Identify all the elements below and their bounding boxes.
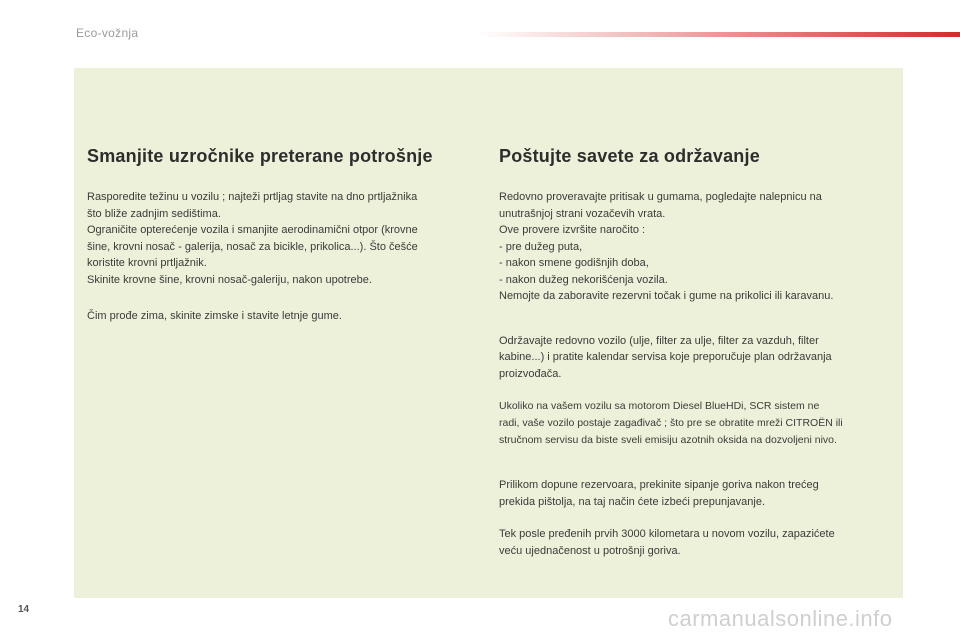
watermark: carmanualsonline.info	[668, 606, 893, 631]
left-column	[87, 146, 477, 325]
left-paragraph-tires: Čim prođe zima, skinite zimske i stavite letnje gume.	[87, 310, 342, 322]
right-paragraph-tire-pressure: Redovno proveravajte pritisak u gumama, pogledajte nalepnicu na unutrašnjoj strani vozačevih vrata. Ove provere izvršite naročito : - pre dužeg puta, - nakon smene godišnjih doba, - nakon dužeg nekorišćenja vozila. Nemojte da zaboravite rezervni točak i gume na prikolici ili karavanu.	[499, 191, 834, 302]
right-paragraph-scr: Ukoliko na vašem vozilu sa motorom Diesel BlueHDi, SCR sistem ne radi, vaše vozilo postaje zagađivač ; što pre se obratite mreži CITROËN ili stručnom servisu da biste sveli emisiju azotnih oksida na dozvoljeni nivo.	[499, 400, 843, 446]
page-number: 14	[18, 604, 30, 615]
left-paragraph-weight: Rasporedite težinu u vozilu ; najteži prtljag stavite na dno prtljažnika što bliže zadnjim sedištima. Ograničite opterećenje vozila i smanjite aerodinamični otpor (krovne šine, krovni nosač - galerija, nosač za bicikle, prikolica...). Što češće koristite krovni prtljažnik. Skinite krovne šine, krovni nosač-galeriju, nakon upotrebe.	[87, 191, 418, 286]
right-paragraph-maintenance: Održavajte redovno vozilo (ulje, filter za ulje, filter za vazduh, filter kabine...) i pratite kalendar servisa koje preporučuje plan održavanja proizvođača.	[499, 334, 832, 380]
content-panel	[74, 68, 903, 598]
right-heading: Poštujte savete za održavanje	[499, 146, 760, 166]
right-paragraph-refuel: Prilikom dopune rezervoara, prekinite sipanje goriva nakon trećeg prekida pištolja, na taj način ćete izbeći prepunjavanje.	[499, 479, 819, 508]
right-paragraph-break-in: Tek posle pređenih prvih 3000 kilometara u novom vozilu, zapazićete veću ujednačenost u potrošnji goriva.	[499, 528, 835, 557]
right-column	[499, 146, 884, 559]
section-title: Eco-vožnja	[76, 26, 139, 40]
header-accent-bar	[478, 32, 960, 37]
left-heading: Smanjite uzročnike preterane potrošnje	[87, 146, 433, 166]
